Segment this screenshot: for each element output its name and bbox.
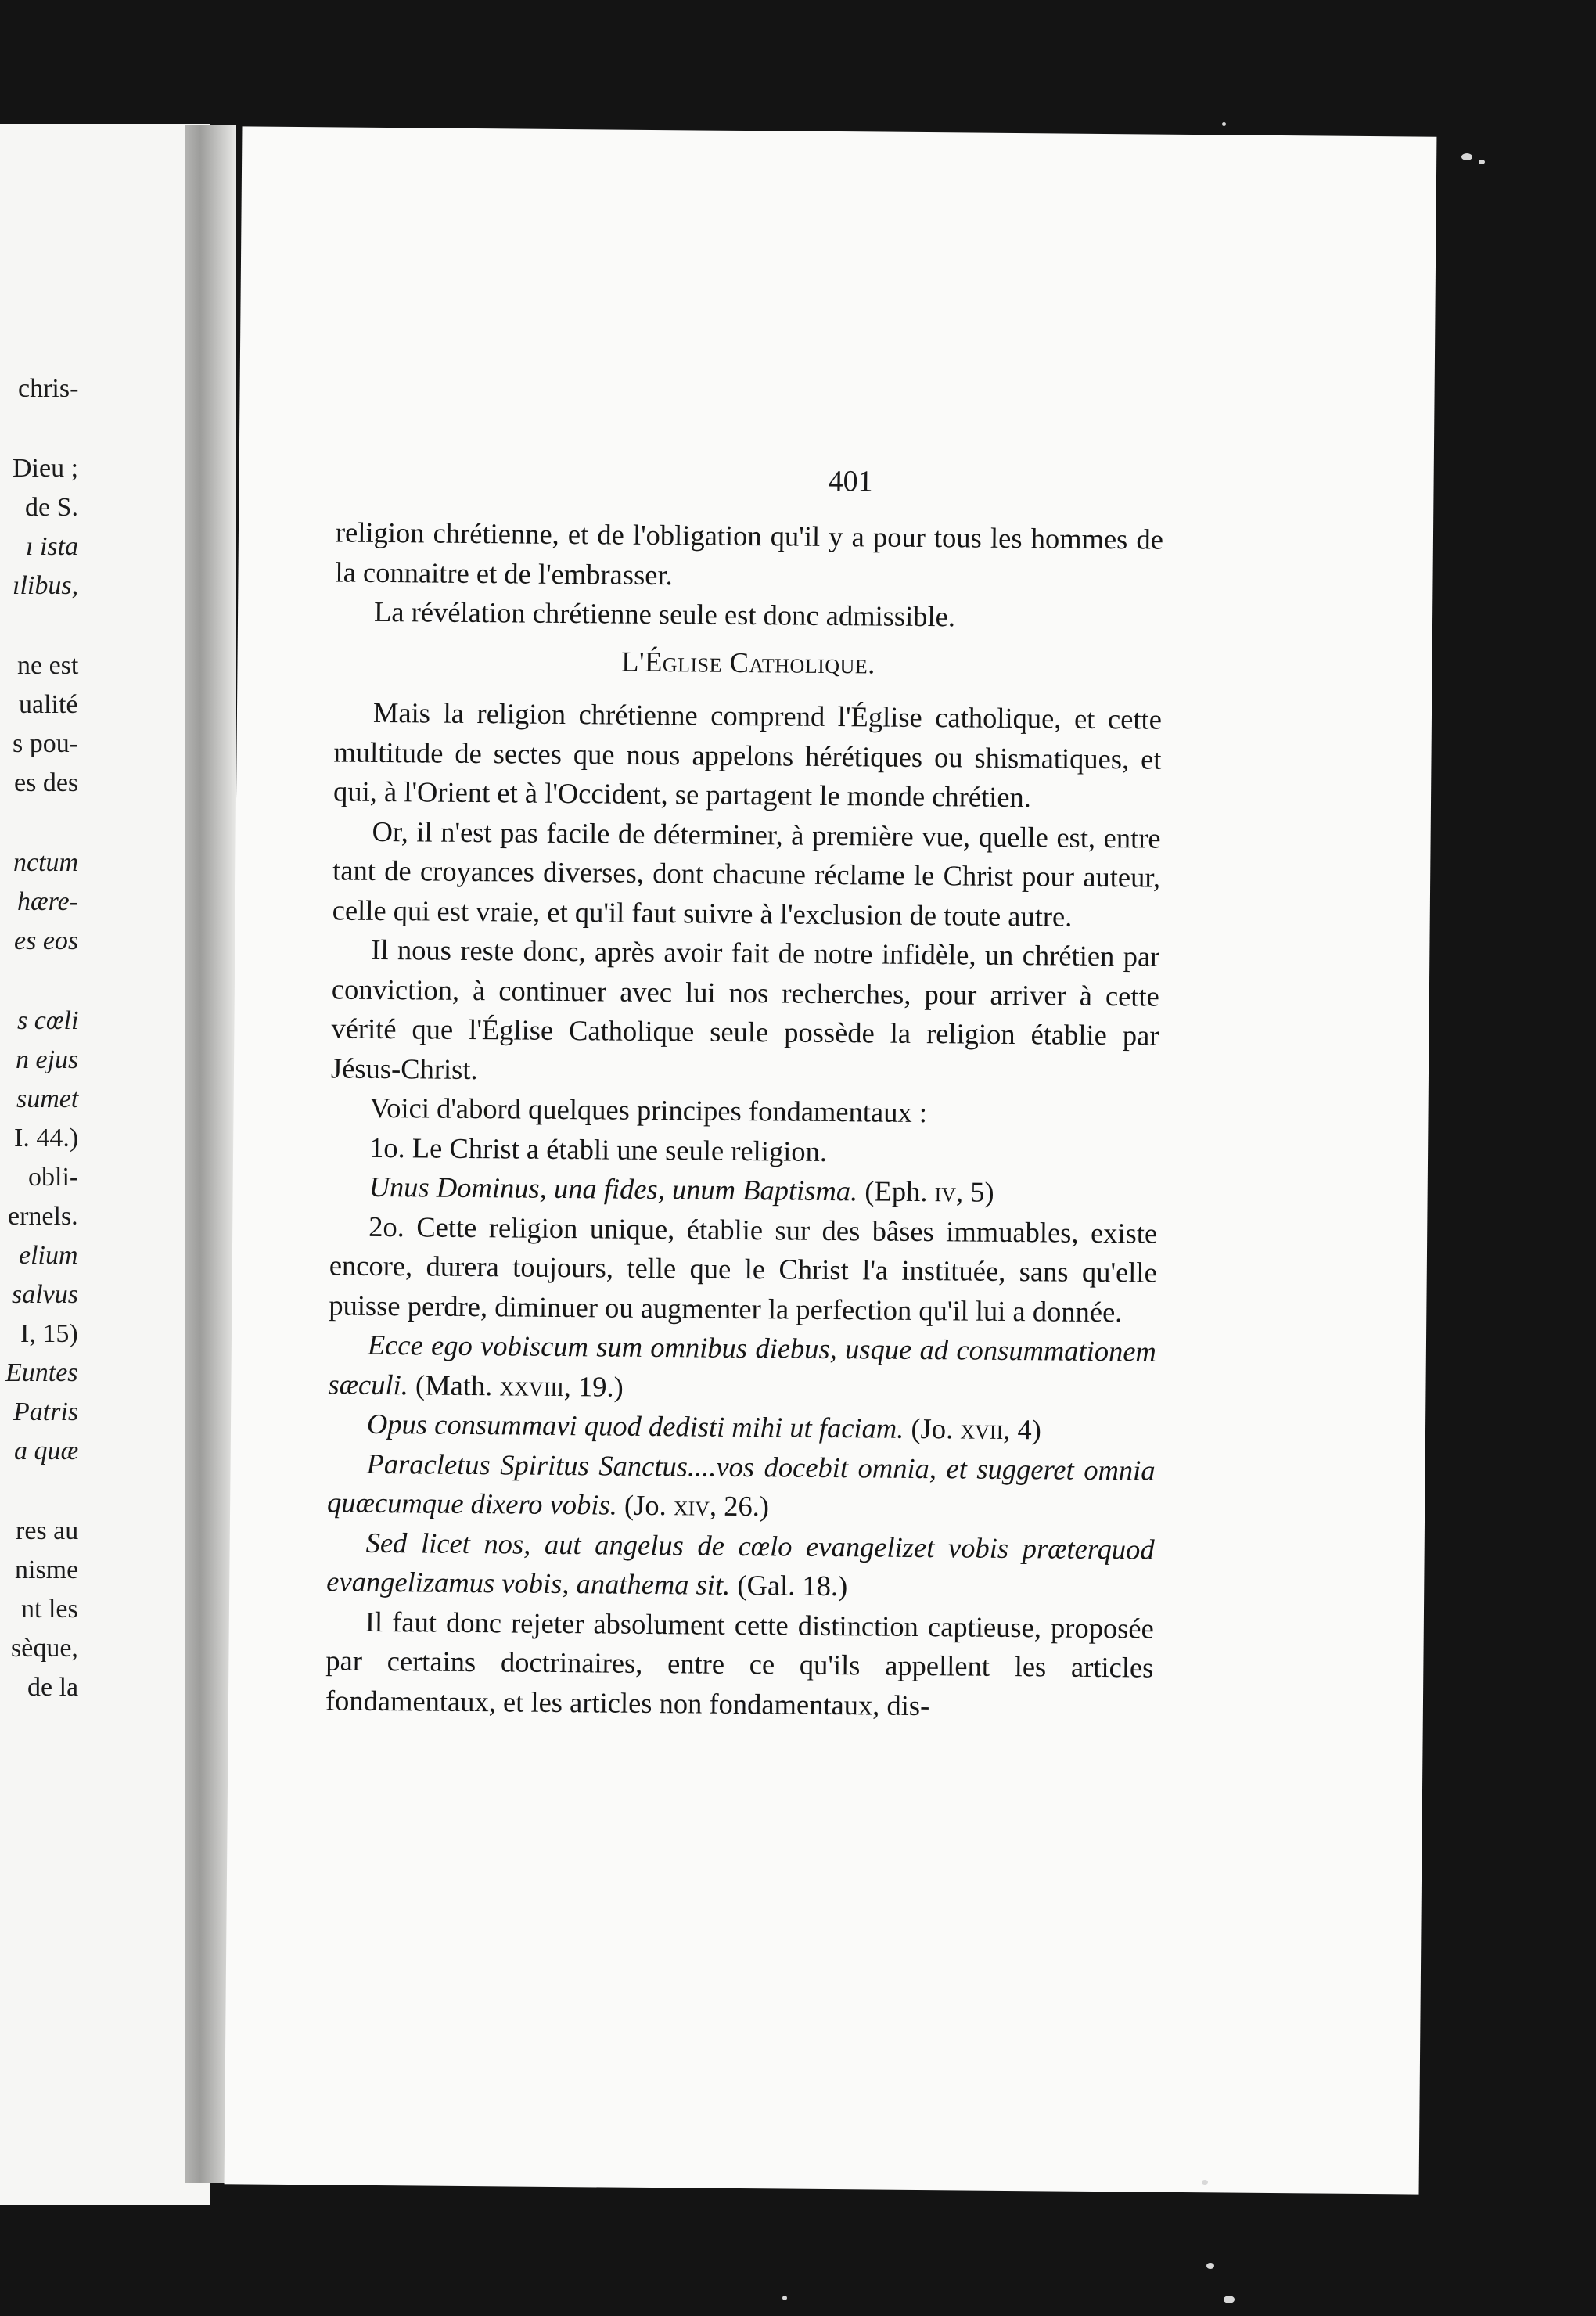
facing-page-fragment: n ejus (16, 1045, 79, 1074)
citation-end: , 19.) (563, 1369, 624, 1403)
facing-page-fragment: nctum (13, 848, 79, 877)
citation-chapter: xvii (960, 1412, 1004, 1445)
facing-page-fragment: chris- (18, 374, 79, 403)
section-heading: L'Église Catholique. (621, 645, 876, 679)
latin-quote (329, 1167, 1157, 1214)
latin-quote (328, 1325, 1156, 1411)
citation: (Eph. (857, 1174, 935, 1208)
facing-page-fragment: ı ista (26, 532, 79, 561)
facing-page-fragment: obli- (28, 1163, 79, 1192)
facing-page-fragment: de S. (25, 493, 78, 522)
facing-page-fragment: ualité (19, 690, 78, 719)
paragraph: Voici d'abord quelques principes fondamentaux : (369, 1091, 928, 1129)
facing-page-fragment: I. 44.) (14, 1124, 79, 1153)
page-body (325, 512, 1163, 1727)
facing-page-left (0, 124, 210, 2205)
citation: (Jo. (904, 1412, 961, 1445)
citation: (Gal. 18.) (730, 1568, 848, 1602)
facing-page-fragment: ernels. (8, 1202, 78, 1231)
facing-page-fragment: s pou- (13, 729, 79, 758)
citation-end: , 26.) (709, 1489, 770, 1523)
paragraph: Il nous reste donc, après avoir fait de notre infidèle, un chrétien par conviction, à continuer avec lui nos recherches, pour arriver à cette vérité que l'Église Catholique seule possède la religion établie par Jésus-Christ. (330, 933, 1160, 1085)
latin-text: Sed licet nos, aut angelus de cœlo evangelizet vobis præterquod evangelizamus vobis, anathema sit. (326, 1526, 1155, 1601)
citation-end: , 5) (955, 1175, 994, 1208)
citation-chapter: iv (934, 1175, 957, 1208)
facing-page-fragment: I, 15) (20, 1319, 78, 1348)
latin-text: vos docebit omnia, et suggeret omnia quæcumque dixero vobis. (326, 1450, 1156, 1521)
paragraph: Il faut donc rejeter absolument cette distinction captieuse, proposée par certains doctrinaires, entre ce qu'ils appellent les articles fondamentaux, et les articles non fondamentaux, dis- (325, 1605, 1154, 1721)
facing-page-fragment: Dieu ; (13, 454, 79, 483)
paragraph-continuation: religion chrétienne, et de l'obligation qu'il y a pour tous les hommes de la connaitre et de l'embrasser. (335, 516, 1164, 591)
facing-page-fragment: nisme (15, 1555, 79, 1584)
facing-page-fragment: ne est (17, 651, 79, 680)
facing-page-fragment: elium (19, 1241, 78, 1270)
paragraph-conclusion: La révélation chrétienne seule est donc admissible. (373, 595, 956, 633)
facing-page-fragment: nt les (21, 1595, 78, 1624)
latin-text: Unus Dominus, una fides, unum Baptisma. (368, 1170, 858, 1207)
latin-text: Opus consummavi quod dedisti mihi ut faciam. (366, 1407, 904, 1444)
latin-quote (328, 1404, 1156, 1451)
latin-text: Paracletus Spiritus Sanctus.... (366, 1447, 717, 1483)
citation-chapter: xiv (673, 1489, 710, 1522)
facing-page-fragment: Euntes (5, 1358, 78, 1387)
facing-page-fragment: res au (16, 1516, 79, 1545)
dust-speck (1224, 2296, 1235, 2303)
facing-page-fragment: s cœli (17, 1006, 79, 1035)
dust-speck (1479, 160, 1485, 164)
facing-page-fragment: sumet (16, 1084, 79, 1113)
facing-page-fragment: Patris (13, 1397, 79, 1426)
dust-speck (1206, 2263, 1214, 2269)
facing-page-fragment: es des (14, 768, 79, 797)
facing-page-fragment: es eos (14, 926, 79, 955)
citation: (Jo. (616, 1488, 674, 1522)
facing-page-fragment: ılibus, (13, 571, 79, 600)
dust-speck (782, 2296, 787, 2300)
facing-page-fragment: salvus (12, 1280, 78, 1309)
page-number: 401 (828, 464, 873, 498)
book-page (225, 126, 1437, 2194)
paragraph: Or, il n'est pas facile de déterminer, à première vue, quelle est, entre tant de croyances diverses, dont chacune réclame le Christ pour auteur, celle qui est vraie, et qu'il faut suivre à l'exclusion de toute autre. (332, 815, 1161, 933)
principle-2: 2o. Cette religion unique, établie sur des bâses immuables, existe encore, durera toujours, telle que le Christ l'a instituée, sans qu'elle puisse perdre, diminuer ou augmenter la perfection qu'il lui a donnée. (329, 1210, 1158, 1328)
latin-quote (326, 1523, 1155, 1609)
paragraph: Mais la religion chrétienne comprend l'Église catholique, et cette multitude de sectes que nous appelons hérétiques ou shismatiques, et qui, à l'Orient et à l'Occident, se partagent le monde chrétien. (332, 696, 1163, 814)
facing-page-fragment: hære- (17, 887, 79, 916)
citation: (Math. (408, 1368, 500, 1401)
facing-page-fragment: sèque, (11, 1634, 78, 1663)
dust-speck (1202, 2180, 1208, 2185)
latin-quote (327, 1444, 1156, 1530)
facing-page-fragment: de la (27, 1673, 79, 1702)
citation-end: , 4) (1003, 1412, 1042, 1446)
dust-speck (1222, 122, 1226, 126)
citation-chapter: xxviii (499, 1368, 564, 1402)
dust-speck (1461, 153, 1472, 160)
facing-page-fragment: a quæ (14, 1437, 79, 1465)
latin-text: Ecce ego vobiscum sum omnibus diebus, usque ad consummationem sæculi. (328, 1328, 1157, 1401)
principle-1: 1o. Le Christ a établi une seule religion. (368, 1131, 828, 1167)
